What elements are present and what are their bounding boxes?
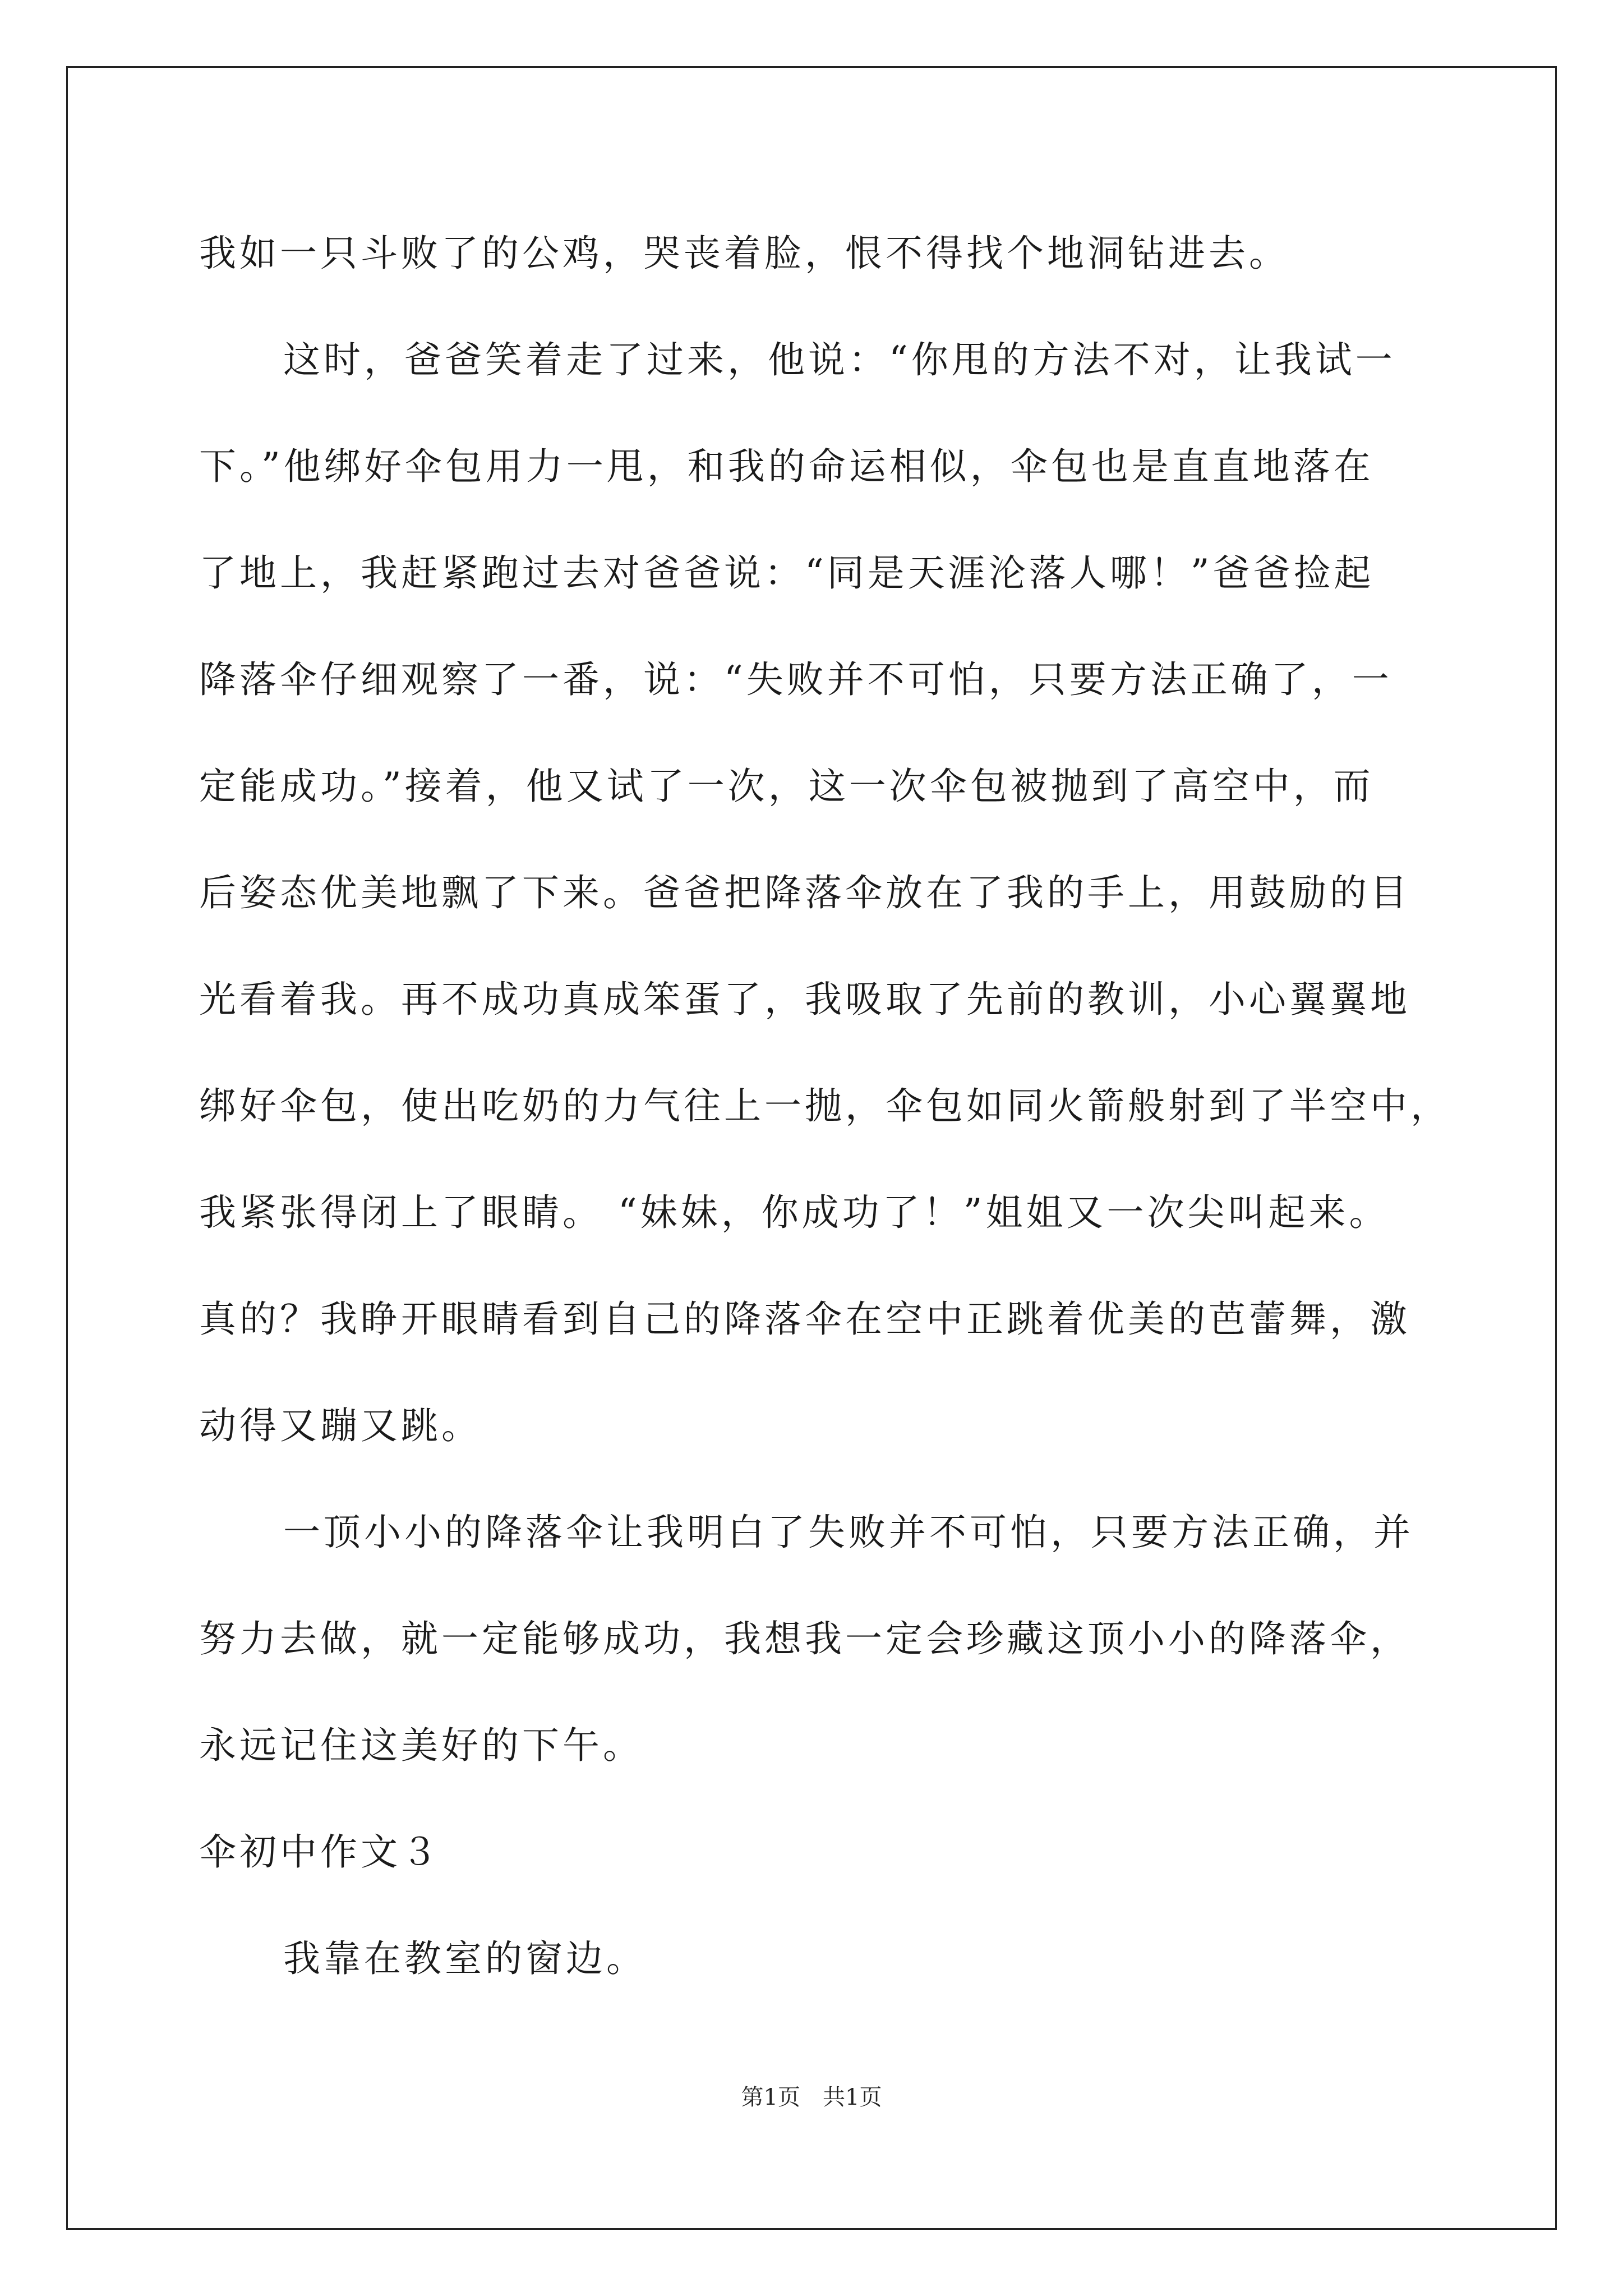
page-number: 第1页 <box>741 2085 800 2110</box>
page-total: 共1页 <box>823 2085 882 2110</box>
text-line: 永远记住这美好的下午。 <box>199 1724 643 1767</box>
page-border <box>66 66 1557 2230</box>
text-line: 动得又蹦又跳。 <box>199 1404 482 1447</box>
text-line: 一顶小小的降落伞让我明白了失败并不可怕，只要方法正确，并 <box>283 1511 1414 1554</box>
text-line: 下。”他绑好伞包用力一甩，和我的命运相似，伞包也是直直地落在 <box>199 445 1374 488</box>
text-line: 了地上，我赶紧跑过去对爸爸说：“同是天涯沦落人哪！”爸爸捡起 <box>199 551 1375 595</box>
text-line: 后姿态优美地飘了下来。爸爸把降落伞放在了我的手上，用鼓励的目 <box>199 871 1410 914</box>
text-line: 我靠在教室的窗边。 <box>283 1937 647 1980</box>
text-line: 绑好伞包，使出吃奶的力气往上一抛，伞包如同火箭般射到了半空中， <box>199 1084 1451 1128</box>
text-line: 定能成功。”接着，他又试了一次，这一次伞包被抛到了高空中，而 <box>199 765 1374 808</box>
text-line: 光看着我。再不成功真成笨蛋了，我吸取了先前的教训，小心翼翼地 <box>199 978 1410 1021</box>
text-line: 这时，爸爸笑着走了过来，他说：“你甩的方法不对，让我试一 <box>283 338 1396 381</box>
section-heading: 伞初中作文３ <box>199 1830 441 1874</box>
text-line: 我紧张得闭上了眼睛。 “妹妹，你成功了！”姐姐又一次尖叫起来。 <box>199 1191 1390 1234</box>
text-line: 降落伞仔细观察了一番，说：“失败并不可怕，只要方法正确了，一 <box>199 658 1393 701</box>
page-footer <box>0 2083 1623 2111</box>
text-line: 我如一只斗败了的公鸡，哭丧着脸，恨不得找个地洞钻进去。 <box>199 232 1289 275</box>
text-line: 努力去做，就一定能够成功，我想我一定会珍藏这顶小小的降落伞， <box>199 1617 1410 1660</box>
text-line: 真的？我睁开眼睛看到自己的降落伞在空中正跳着优美的芭蕾舞，激 <box>199 1297 1410 1341</box>
